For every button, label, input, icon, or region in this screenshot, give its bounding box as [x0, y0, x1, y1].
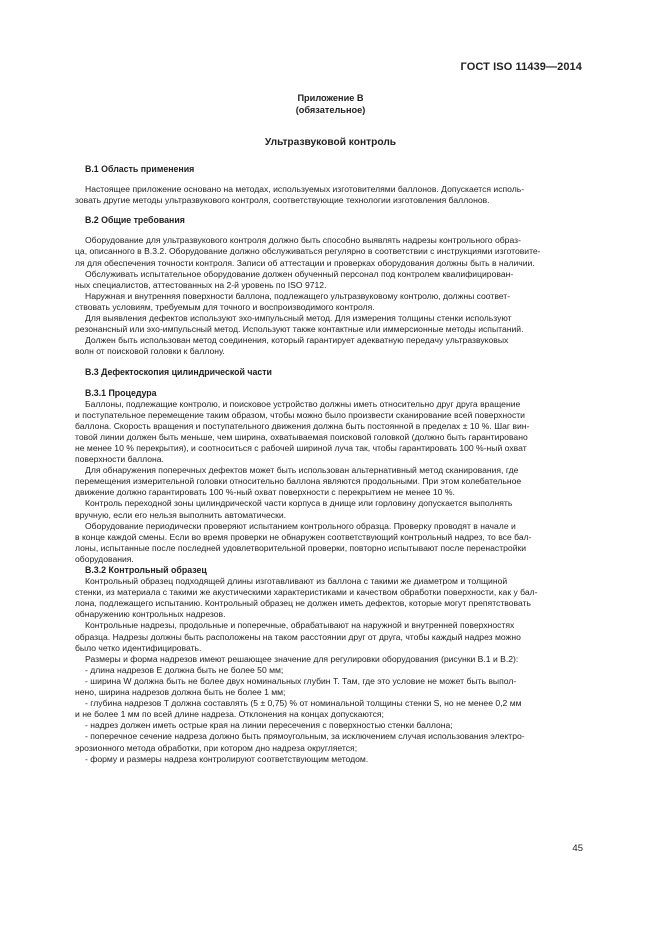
page-number: 45: [572, 843, 583, 854]
text-line: перемещения измерительной головки относительно баллона являются продольными. При этом колебательное: [75, 476, 522, 487]
subsection-heading-b32: В.3.2 Контрольный образец: [85, 565, 207, 575]
text-line: стенки, из материала с такими же акустическими характеристиками и качеством обработки поверхности, как у бал-: [75, 587, 538, 598]
text-line: - форму и размеры надреза контролируют соответствующим методом.: [85, 753, 369, 764]
text-line: ствовать условиям, требуемым для точного и воспроизводимого контроля.: [75, 301, 375, 312]
text-line: оборудования.: [75, 553, 134, 564]
text-line: ля для обеспечения точности контроля. Записи об аттестации и проверках оборудования должны быть в наличии.: [75, 257, 535, 268]
text-line: зовать другие методы ультразвукового контроля, соответствующие технологии изготовления баллонов.: [75, 195, 490, 206]
appendix-status: (обязательное): [295, 105, 366, 115]
text-line: движение должно гарантировать 100 %-ный охват поверхности с перекрытием не менее 10 %.: [75, 487, 455, 498]
text-line: вручную, если его нельзя выполнить автоматически.: [75, 509, 287, 520]
text-line: Оборудование периодически проверяют испытанием контрольного образца. Проверку проводят в начале и: [85, 520, 516, 531]
text-line: Для обнаружения поперечных дефектов может быть использован альтернативный метод сканирования, где: [85, 465, 519, 476]
appendix-title: Приложение В: [297, 93, 364, 103]
text-line: обнаружению контрольных надрезов.: [75, 609, 226, 620]
appendix-heading: [0, 92, 661, 116]
text-line: Контрольные надрезы, продольные и поперечные, обрабатывают на наружной и внутренней поверхностях: [85, 620, 515, 631]
text-line: было четко идентифицировать.: [75, 642, 202, 653]
text-line: лона, подлежащего испытанию. Контрольный образец не должен иметь дефектов, которые могут препятствовать: [75, 598, 531, 609]
subsection-heading-b31: В.3.1 Процедура: [85, 387, 157, 398]
text-line: - длина надрезов E должна быть не более 50 мм;: [85, 664, 284, 675]
text-line: ных специалистов, аттестованных на 2-й уровень по ISO 9712.: [75, 279, 327, 290]
section-heading-b1: В.1 Область применения: [85, 164, 195, 174]
text-line: не менее 10 % перекрытия), и соотноситься с рабочей шириной луча так, чтобы гарантировать 100 %-ный охват: [75, 442, 527, 453]
text-line: - ширина W должна быть не более двух номинальных глубин T. Там, где это условие не может быть выпол-: [85, 675, 517, 686]
text-line: и поступательное перемещение таким образом, чтобы можно было произвести сканирование всей поверхности: [75, 409, 525, 420]
text-line: Оборудование для ультразвукового контроля должно быть способно выявлять надрезы контрольного образ-: [85, 235, 521, 246]
text-line: Для выявления дефектов используют эхо-импульсный метод. Для измерения толщины стенки используют: [85, 313, 512, 324]
text-line: Наружная и внутренняя поверхности баллона, подлежащего ультразвуковому контролю, должны соответ-: [85, 290, 511, 301]
text-line: лоны, испытанные после последней удовлетворительной проверки, повторно испытывают после перенастройки: [75, 542, 527, 553]
text-line: резонансный или эхо-импульсный метод. Используют также контактные или иммерсионные методы испытаний.: [75, 324, 524, 335]
text-line: образца. Надрезы должны быть расположены на таком расстоянии друг от друга, чтобы каждый надрез можно: [75, 631, 521, 642]
text-line: в конце каждой смены. Если во время проверки не обнаружен соответствующий контрольный надрез, то все бал-: [75, 531, 532, 542]
text-line: поверхности баллона.: [75, 454, 164, 465]
text-line: и не более 1 мм по всей длине надреза. Отклонения на концах допускаются;: [75, 709, 384, 720]
text-line: Контрольный образец подходящей длины изготавливают из баллона с такими же диаметром и толщиной: [85, 576, 508, 587]
section-heading-b3: В.3 Дефектоскопия цилиндрической части: [85, 367, 272, 378]
section-heading-b2: В.2 Общие требования: [85, 215, 185, 226]
text-line: Обслуживать испытательное оборудование должен обученный персонал под контролем квалифицирован-: [85, 268, 514, 279]
text-line: товой линии должен быть меньше, чем ширина, охватываемая поисковой головкой (должно быть гарантировано: [75, 431, 528, 442]
text-line: волн от поисковой головки к баллону.: [75, 346, 225, 357]
text-line: - надрез должен иметь острые края на линии пересечения с поверхностью стенки баллона;: [85, 720, 453, 731]
text-line: - глубина надрезов T должна составлять (5 ± 0,75) % от номинальной толщины стенки S, но не менее 0,2 мм: [85, 698, 522, 709]
standard-code: ГОСТ ISO 11439—2014: [460, 61, 582, 73]
text-line: Должен быть использован метод соединения, который гарантирует адекватную передачу ультразвуковых: [85, 335, 509, 346]
text-line: эрозионного метода обработки, при котором дно надреза округляется;: [75, 742, 358, 753]
text-line: баллона. Скорость вращения и поступательного движения должна быть постоянной в пределах ± 10 %. Шаг вин-: [75, 420, 530, 431]
text-line: Контроль переходной зоны цилиндрической части корпуса в днище или горловину допускается выполнять: [85, 498, 513, 509]
text-line: - поперечное сечение надреза должно быть прямоугольным, за исключением случая использования электро-: [85, 731, 525, 742]
document-body: [75, 160, 585, 765]
text-line: ца, описанного в В.3.2. Оборудование должно обслуживаться регулярно в соответствии с инструкциями изготовите-: [75, 246, 541, 257]
text-line: Настоящее приложение основано на методах, используемых изготовителями баллонов. Допускается исполь-: [85, 184, 525, 195]
main-title: Ультразвуковой контроль: [264, 137, 397, 148]
text-line: нено, ширина надрезов должна быть не более 1 мм;: [75, 687, 286, 698]
text-line: Баллоны, подлежащие контролю, и поисковое устройство должны иметь относительно друг друга вращение: [85, 398, 521, 409]
text-line: Размеры и форма надрезов имеют решающее значение для регулировки оборудования (рисунки В.1 и В.2):: [85, 653, 519, 664]
